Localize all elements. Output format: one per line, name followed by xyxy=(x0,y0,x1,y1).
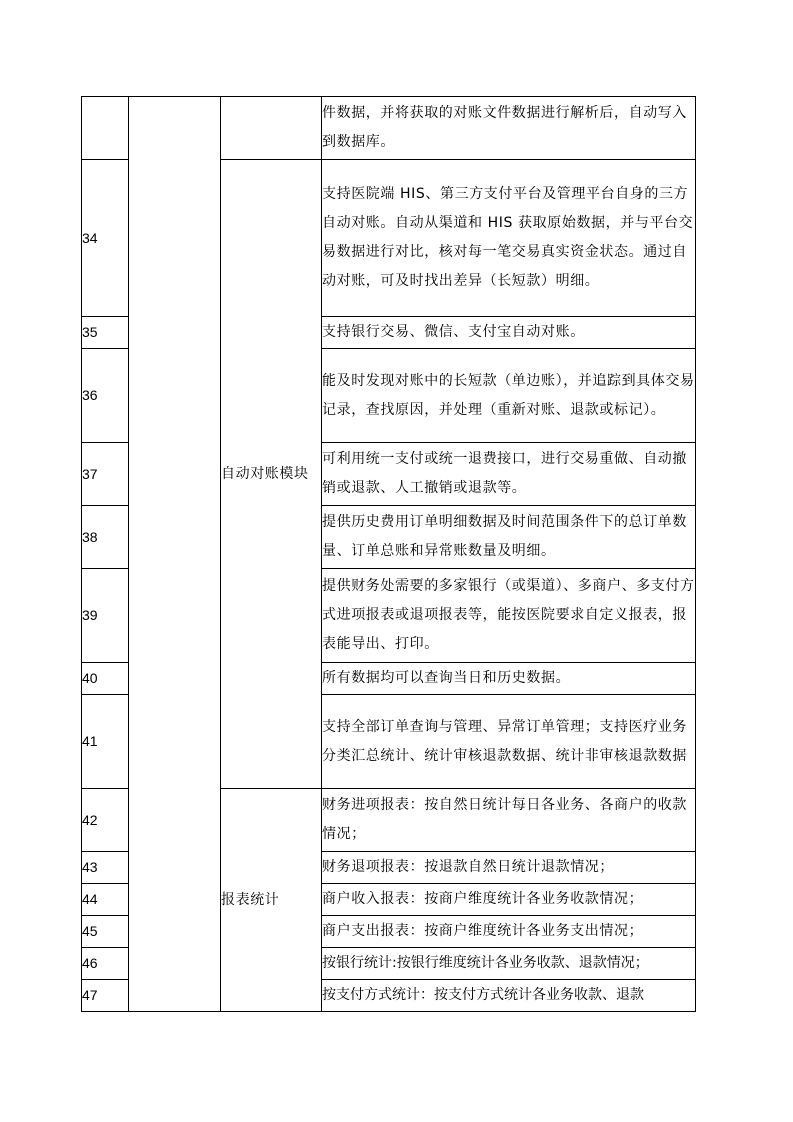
row-number: 46 xyxy=(82,948,129,980)
module-report-stats: 报表统计 xyxy=(221,789,322,1012)
row-number: 35 xyxy=(82,317,129,349)
row-number: 42 xyxy=(82,789,129,852)
row-number: 43 xyxy=(82,852,129,884)
row-description: 提供财务处需要的多家银行（或渠道）、多商户、多支付方式进项报表或退项报表等，能按医院要求自定义报表，报表能导出、打印。 xyxy=(322,569,696,663)
row-number: 41 xyxy=(82,695,129,789)
row-description: 能及时发现对账中的长短款（单边账），并追踪到具体交易记录，查找原因，并处理（重新对账、退款或标记）。 xyxy=(322,349,696,443)
row-description: 按支付方式统计：按支付方式统计各业务收款、退款 xyxy=(322,980,696,1012)
row-number: 45 xyxy=(82,916,129,948)
row-number xyxy=(82,97,129,160)
module-cell xyxy=(221,97,322,160)
row-description: 支持银行交易、微信、支付宝自动对账。 xyxy=(322,317,696,349)
row-description: 支持全部订单查询与管理、异常订单管理；支持医疗业务分类汇总统计、统计审核退款数据、统计非审核退款数据 xyxy=(322,695,696,789)
row-description: 财务进项报表：按自然日统计每日各业务、各商户的收款情况； xyxy=(322,789,696,852)
category-cell xyxy=(129,97,221,1012)
row-description: 按银行统计:按银行维度统计各业务收款、退款情况； xyxy=(322,948,696,980)
row-number: 44 xyxy=(82,884,129,916)
row-number: 34 xyxy=(82,160,129,317)
row-description: 商户收入报表：按商户维度统计各业务收款情况； xyxy=(322,884,696,916)
row-number: 47 xyxy=(82,980,129,1012)
row-description: 可利用统一支付或统一退费接口，进行交易重做、自动撤销或退款、人工撤销或退款等。 xyxy=(322,443,696,506)
row-number: 37 xyxy=(82,443,129,506)
row-number: 36 xyxy=(82,349,129,443)
row-number: 38 xyxy=(82,506,129,569)
table-row xyxy=(82,97,696,160)
row-description: 件数据，并将获取的对账文件数据进行解析后，自动写入到数据库。 xyxy=(322,97,696,160)
row-description: 商户支出报表：按商户维度统计各业务支出情况； xyxy=(322,916,696,948)
row-number: 40 xyxy=(82,663,129,695)
row-description: 所有数据均可以查询当日和历史数据。 xyxy=(322,663,696,695)
row-number: 39 xyxy=(82,569,129,663)
row-description: 提供历史费用订单明细数据及时间范围条件下的总订单数量、订单总账和异常账数量及明细。 xyxy=(322,506,696,569)
requirements-table xyxy=(81,96,696,1012)
row-description: 财务退项报表：按退款自然日统计退款情况； xyxy=(322,852,696,884)
row-description: 支持医院端 HIS、第三方支付平台及管理平台自身的三方自动对账。自动从渠道和 HIS 获取原始数据，并与平台交易数据进行对比，核对每一笔交易真实资金状态。通过自动对账，可及时找出差异（长短款）明细。 xyxy=(322,160,696,317)
module-auto-reconcile: 自动对账模块 xyxy=(221,160,322,789)
